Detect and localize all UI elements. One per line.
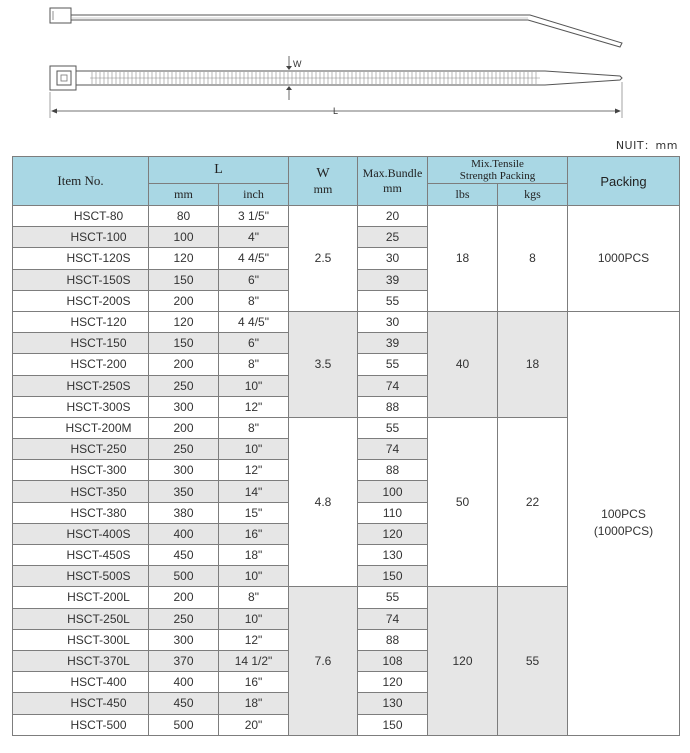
bundle-cell: 74 xyxy=(358,439,428,460)
length-inch-cell: 6" xyxy=(219,333,289,354)
header-length-inch: inch xyxy=(219,184,289,206)
tensile-kgs-cell: 55 xyxy=(498,587,568,735)
length-mm-cell: 200 xyxy=(149,417,219,438)
length-inch-cell: 4 4/5" xyxy=(219,311,289,332)
item-no-cell: HSCT-450 xyxy=(13,693,149,714)
bundle-cell: 108 xyxy=(358,650,428,671)
length-mm-cell: 100 xyxy=(149,227,219,248)
cable-tie-diagram xyxy=(0,0,690,135)
bundle-cell: 120 xyxy=(358,672,428,693)
bundle-cell: 30 xyxy=(358,311,428,332)
length-mm-cell: 120 xyxy=(149,311,219,332)
tensile-lbs-cell: 50 xyxy=(428,417,498,587)
table-row xyxy=(13,311,680,332)
bundle-cell: 74 xyxy=(358,375,428,396)
unit-note: NUIT：mm xyxy=(615,139,678,152)
bundle-cell: 130 xyxy=(358,693,428,714)
item-no-cell: HSCT-500 xyxy=(13,714,149,735)
tensile-kgs-cell: 8 xyxy=(498,206,568,312)
length-mm-cell: 400 xyxy=(149,523,219,544)
width-cell: 4.8 xyxy=(289,417,358,587)
cable-tie-side-view xyxy=(50,8,622,47)
item-no-cell: HSCT-380 xyxy=(13,502,149,523)
item-no-cell: HSCT-200 xyxy=(13,354,149,375)
bundle-cell: 55 xyxy=(358,587,428,608)
header-bundle-label: Max.Bundle xyxy=(362,166,423,180)
length-mm-cell: 450 xyxy=(149,545,219,566)
length-mm-cell: 400 xyxy=(149,672,219,693)
length-inch-cell: 16" xyxy=(219,523,289,544)
length-inch-cell: 8" xyxy=(219,354,289,375)
width-cell: 7.6 xyxy=(289,587,358,735)
bundle-cell: 88 xyxy=(358,396,428,417)
spec-table xyxy=(12,156,680,736)
length-mm-cell: 500 xyxy=(149,714,219,735)
spec-table-body xyxy=(13,206,680,736)
item-no-cell: HSCT-250S xyxy=(13,375,149,396)
header-bundle-unit: mm xyxy=(383,181,402,195)
bundle-cell: 25 xyxy=(358,227,428,248)
item-no-cell: HSCT-80 xyxy=(13,206,149,227)
header-length-mm: mm xyxy=(149,184,219,206)
length-inch-cell: 6" xyxy=(219,269,289,290)
item-no-cell: HSCT-120 xyxy=(13,311,149,332)
tensile-kgs-cell: 18 xyxy=(498,311,568,417)
length-mm-cell: 350 xyxy=(149,481,219,502)
length-inch-cell: 8" xyxy=(219,290,289,311)
bundle-cell: 20 xyxy=(358,206,428,227)
table-row xyxy=(13,206,680,227)
length-mm-cell: 150 xyxy=(149,269,219,290)
length-inch-cell: 12" xyxy=(219,629,289,650)
bundle-cell: 55 xyxy=(358,417,428,438)
length-mm-cell: 300 xyxy=(149,460,219,481)
width-cell: 3.5 xyxy=(289,311,358,417)
bundle-cell: 88 xyxy=(358,629,428,650)
bundle-cell: 100 xyxy=(358,481,428,502)
width-symbol: W xyxy=(293,59,302,69)
length-mm-cell: 300 xyxy=(149,396,219,417)
bundle-cell: 55 xyxy=(358,354,428,375)
tensile-lbs-cell: 120 xyxy=(428,587,498,735)
bundle-cell: 130 xyxy=(358,545,428,566)
header-width xyxy=(289,157,358,206)
length-inch-cell: 14 1/2" xyxy=(219,650,289,671)
packing-line: 100PCS xyxy=(601,507,646,522)
header-width-unit: mm xyxy=(313,181,333,196)
length-inch-cell: 18" xyxy=(219,693,289,714)
bundle-cell: 74 xyxy=(358,608,428,629)
item-no-cell: HSCT-300S xyxy=(13,396,149,417)
length-inch-cell: 20" xyxy=(219,714,289,735)
length-mm-cell: 200 xyxy=(149,587,219,608)
length-inch-cell: 16" xyxy=(219,672,289,693)
length-mm-cell: 450 xyxy=(149,693,219,714)
length-inch-cell: 8" xyxy=(219,417,289,438)
item-no-cell: HSCT-400 xyxy=(13,672,149,693)
item-no-cell: HSCT-200S xyxy=(13,290,149,311)
header-length: L xyxy=(149,157,289,184)
length-mm-cell: 200 xyxy=(149,290,219,311)
bundle-cell: 88 xyxy=(358,460,428,481)
length-mm-cell: 150 xyxy=(149,333,219,354)
length-mm-cell: 250 xyxy=(149,375,219,396)
item-no-cell: HSCT-150 xyxy=(13,333,149,354)
length-inch-cell: 15" xyxy=(219,502,289,523)
header-kgs: kgs xyxy=(498,184,568,206)
length-mm-cell: 370 xyxy=(149,650,219,671)
length-mm-cell: 380 xyxy=(149,502,219,523)
length-inch-cell: 4 4/5" xyxy=(219,248,289,269)
length-inch-cell: 4" xyxy=(219,227,289,248)
item-no-cell: HSCT-400S xyxy=(13,523,149,544)
item-no-cell: HSCT-150S xyxy=(13,269,149,290)
length-inch-cell: 3 1/5" xyxy=(219,206,289,227)
length-inch-cell: 10" xyxy=(219,375,289,396)
length-inch-cell: 10" xyxy=(219,439,289,460)
length-inch-cell: 8" xyxy=(219,587,289,608)
item-no-cell: HSCT-100 xyxy=(13,227,149,248)
length-mm-cell: 80 xyxy=(149,206,219,227)
length-inch-cell: 10" xyxy=(219,566,289,587)
length-inch-cell: 12" xyxy=(219,396,289,417)
item-no-cell: HSCT-350 xyxy=(13,481,149,502)
header-packing: Packing xyxy=(568,157,680,206)
tensile-lbs-cell: 18 xyxy=(428,206,498,312)
header-width-label: W xyxy=(316,165,330,181)
length-symbol: L xyxy=(333,106,339,116)
length-mm-cell: 250 xyxy=(149,439,219,460)
item-no-cell: HSCT-500S xyxy=(13,566,149,587)
packing-line: (1000PCS) xyxy=(593,524,654,539)
item-no-cell: HSCT-450S xyxy=(13,545,149,566)
header-tensile xyxy=(428,157,568,184)
bundle-cell: 110 xyxy=(358,502,428,523)
length-inch-cell: 12" xyxy=(219,460,289,481)
bundle-cell: 150 xyxy=(358,566,428,587)
header-lbs: lbs xyxy=(428,184,498,206)
length-dimension xyxy=(50,82,622,118)
bundle-cell: 39 xyxy=(358,269,428,290)
bundle-cell: 55 xyxy=(358,290,428,311)
item-no-cell: HSCT-250 xyxy=(13,439,149,460)
cable-tie-top-view xyxy=(50,66,622,90)
length-inch-cell: 18" xyxy=(219,545,289,566)
header-tensile-sub: Strength Packing xyxy=(459,170,536,182)
packing-cell xyxy=(568,311,680,735)
length-mm-cell: 250 xyxy=(149,608,219,629)
width-cell: 2.5 xyxy=(289,206,358,312)
item-no-cell: HSCT-200M xyxy=(13,417,149,438)
length-mm-cell: 500 xyxy=(149,566,219,587)
bundle-cell: 150 xyxy=(358,714,428,735)
packing-cell xyxy=(568,206,680,312)
bundle-cell: 120 xyxy=(358,523,428,544)
length-inch-cell: 14" xyxy=(219,481,289,502)
packing-line: 1000PCS xyxy=(597,250,650,265)
length-inch-cell: 10" xyxy=(219,608,289,629)
length-mm-cell: 120 xyxy=(149,248,219,269)
header-tensile-label: Mix.Tensile xyxy=(471,158,524,170)
item-no-cell: HSCT-300L xyxy=(13,629,149,650)
item-no-cell: HSCT-250L xyxy=(13,608,149,629)
tensile-kgs-cell: 22 xyxy=(498,417,568,587)
header-bundle xyxy=(358,157,428,206)
bundle-cell: 39 xyxy=(358,333,428,354)
item-no-cell: HSCT-120S xyxy=(13,248,149,269)
length-mm-cell: 300 xyxy=(149,629,219,650)
length-mm-cell: 200 xyxy=(149,354,219,375)
tensile-lbs-cell: 40 xyxy=(428,311,498,417)
item-no-cell: HSCT-370L xyxy=(13,650,149,671)
bundle-cell: 30 xyxy=(358,248,428,269)
item-no-cell: HSCT-300 xyxy=(13,460,149,481)
header-item-no: Item No. xyxy=(13,157,149,206)
item-no-cell: HSCT-200L xyxy=(13,587,149,608)
